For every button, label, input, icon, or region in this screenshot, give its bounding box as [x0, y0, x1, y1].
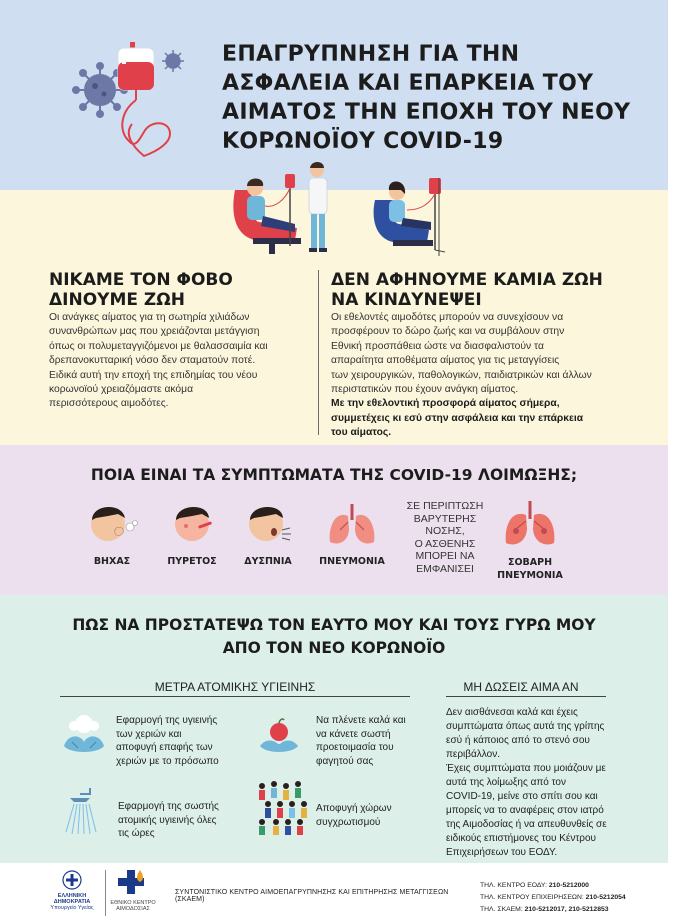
- hygiene-heading-rule: [60, 696, 410, 697]
- lungs-icon: [326, 500, 378, 548]
- tip-avoid-crowds: Αποφυγή χώρων συγχρωτισμού: [316, 803, 392, 828]
- donate-heading: ΜΗ ΔΩΣΕΙΣ ΑΙΜΑ ΑΝ: [463, 680, 579, 694]
- page-title: ΕΠΑΓΡΥΠΝΗΣΗ ΓΙΑ ΤΗΝ ΑΣΦΑΛΕΙΑ ΚΑΙ ΕΠΑΡΚΕΙΑ ΤΟΥ ΑΙΜΑΤΟΣ ΤΗΝ ΕΠΟΧΗ ΤΟΥ ΝΕΟΥ ΚΟΡΩΝΟΪΟΥ COVID-19: [222, 42, 631, 154]
- shower-icon: [62, 786, 108, 838]
- ministry-logo-text: ΕΛΛΗΝΙΚΗ ΔΗΜΟΚΡΑΤΙΑ Υπουργείο Υγείας: [50, 893, 94, 911]
- left-column-title: ΝΙΚΑΜΕ ΤΟΝ ΦΟΒΟ ΔΙΝΟΥΜΕ ΖΩΗ: [49, 270, 233, 310]
- right-column-text: Οι εθελοντές αιμοδότες μπορούν να συνεχίσουν να προσφέρουν το δώρο ζωής και να συμβάλουν στην Εθνική προσπάθεια ώστε να διασφαλιστούν τα απαραίτητα αποθέματα αίματος για τις μεταγγίσεις των χειρουργικών, παθολογικών, παιδιατρικών και άλλων περιστατικών που έχουν ανάγκη αίματος. Με την εθελοντική προσφορά αίματος σήμερα, συμμετέχεις κι εσύ στην ασφάλεια και την επάρκεια του αίματος.: [331, 312, 592, 439]
- contact-line: ΤΗΛ. ΚΕΝΤΡΟΥ ΕΠΙΧΕΙΡΗΣΕΩΝ: 210-5212054: [480, 894, 626, 901]
- blood-center-logo-text: ΕΘΝΙΚΟ ΚΕΝΤΡΟ ΑΙΜΟΔΟΣΙΑΣ: [110, 900, 156, 912]
- cough-icon: [88, 500, 138, 546]
- hellenic-republic-emblem-icon: [62, 870, 82, 890]
- handwash-icon: [58, 712, 110, 756]
- severe-case-note: ΣΕ ΠΕΡΙΠΤΩΣΗ ΒΑΡΥΤΕΡΗΣ ΝΟΣΗΣ, Ο ΑΣΘΕΝΗΣ ΜΠΟΡΕΙ ΝΑ ΕΜΦΑΝΙΣΕΙ: [406, 500, 484, 575]
- right-column-title: ΔΕΝ ΑΦΗΝΟΥΜΕ ΚΑΜΙΑ ΖΩΗ ΝΑ ΚΙΝΔΥΝΕΨΕΙ: [331, 270, 603, 310]
- protection-title: ΠΩΣ ΝΑ ΠΡΟΣΤΑΤΕΨΩ ΤΟΝ ΕΑΥΤΟ ΜΟΥ ΚΑΙ ΤΟΥΣ ΓΥΡΩ ΜΟΥ ΑΠΟ ΤΟΝ ΝΕΟ ΚΟΡΩΝΟΪΟ: [72, 616, 596, 657]
- tip-food-prep: Να πλένετε καλά και να κάνετε σωστή προετοιμασία του φαγητού σας: [316, 715, 406, 767]
- blood-bag-icon: [110, 42, 200, 162]
- hygiene-heading: ΜΕΤΡΑ ΑΤΟΜΙΚΗΣ ΥΓΙΕΙΝΗΣ: [154, 680, 316, 694]
- footer-divider: [105, 870, 106, 916]
- contact-line: ΤΗΛ. ΚΕΝΤΡΟ ΕΟΔΥ: 210-5212000: [480, 882, 589, 889]
- symptom-label-cough: ΒΗΧΑΣ: [93, 556, 131, 567]
- shortness-of-breath-icon: [244, 500, 294, 546]
- symptom-label-dyspnea: ΔΥΣΠΝΙΑ: [244, 556, 292, 567]
- symptom-label-pneumonia: ΠΝΕΥΜΟΝΙΑ: [319, 556, 385, 567]
- donate-warning-text: Δεν αισθάνεσαι καλά και έχεις συμπτώματα όπως αυτά της γρίπης εσύ ή κάποιος από το στενό σου περιβάλλον. Έχεις συμπτώματα που μοιάζουν με αυτά της λοίμωξης από τον COVID-19, μείνε στο σπίτι σου και μπορείς να το αναφέρεις στον ιατρό της Αιμοδοσίας ή να απευθυνθείς σε ειδικούς επιστήμονες του Κέντρου Επιχειρήσεων του ΕΟΔΥ.: [446, 707, 607, 858]
- donate-heading-rule: [446, 696, 606, 697]
- contact-line: ΤΗΛ. ΣΚΑΕΜ: 210-5212017, 210-5212853: [480, 906, 609, 913]
- footer-organization: ΣΥΝΤΟΝΙΣΤΙΚΟ ΚΕΝΤΡΟ ΑΙΜΟΕΠΑΓΡΥΠΝΗΣΗΣ ΚΑΙ ΕΠΙΤΗΡΗΣΗΣ ΜΕΤΑΓΓΙΣΕΩΝ (ΣΚΑΕΜ): [175, 889, 449, 903]
- fever-icon: [168, 500, 218, 546]
- blood-donation-illustration: [225, 160, 455, 260]
- symptom-label-fever: ΠΥΡΕΤΟΣ: [167, 556, 217, 567]
- tip-personal-hygiene: Εφαρμογή της σωστής ατομικής υγιεινής όλες τις ώρες: [118, 801, 219, 839]
- food-prep-icon: [256, 716, 302, 756]
- severe-pneumonia-icon: [502, 497, 558, 549]
- symptom-label-severe-pneumonia: ΣΟΒΑΡΗ ΠΝΕΥΜΟΝΙΑ: [497, 557, 563, 581]
- left-column-text: Οι ανάγκες αίματος για τη σωτηρία χιλιάδων συνανθρώπων μας που χρειάζονται μετάγγιση όπως οι πολυμεταγγιζόμενοι με θαλασσαιμία και δρεπανοκυτταρική νόσο δεν σταματούν ποτέ. Ειδικά αυτή την εποχή της επιδημίας του νέου κορωνοϊού χρειαζόμαστε ακόμα περισσότερους αιμοδότες.: [49, 312, 268, 410]
- blood-center-logo-icon: [114, 868, 150, 898]
- tip-hand-hygiene: Εφαρμογή της υγιεινής των χεριών και αποφυγή επαφής των χεριών με το πρόσωπο: [116, 715, 219, 767]
- crowd-icon: [252, 776, 312, 836]
- column-divider: [318, 270, 319, 435]
- symptoms-title: ΠΟΙΑ ΕΙΝΑΙ ΤΑ ΣΥΜΠΤΩΜΑΤΑ ΤΗΣ COVID-19 ΛΟΙΜΩΞΗΣ;: [90, 466, 578, 484]
- footer-contacts: [480, 880, 670, 916]
